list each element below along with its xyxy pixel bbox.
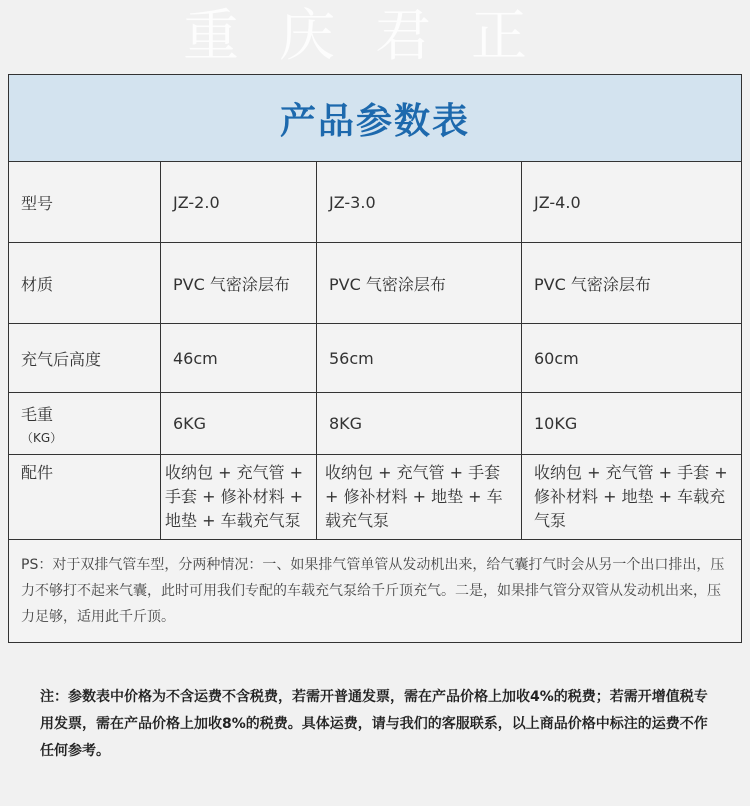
cell: JZ-2.0 (161, 162, 317, 242)
table-row-weight (9, 393, 741, 455)
cell: 收纳包 + 充气管 + 手套 + 修补材料 + 地垫 + 车载充气泵 (534, 463, 728, 530)
table-row-model (9, 162, 741, 243)
cell: 6KG (161, 393, 317, 454)
label-unit: （KG） (21, 430, 63, 445)
cell: JZ-3.0 (317, 162, 522, 242)
watermark: 重庆君正 (183, 4, 567, 69)
cell: PVC 气密涂层布 (161, 243, 317, 323)
cell: 60cm (534, 348, 579, 368)
ps-note: PS：对于双排气管车型，分两种情况：一、如果排气管单管从发动机出来，给气囊打气时会从另一个出口排出，压力不够打不起来气囊，此时可用我们专配的车载充气泵给千斤顶充气。二是，如果排气管分双管从发动机出来，压力足够，适用此千斤顶。 (21, 557, 725, 625)
cell: PVC 气密涂层布 (534, 274, 651, 294)
row-label: 材质 (9, 243, 161, 323)
row-label (9, 393, 161, 454)
cell: 收纳包 + 充气管 + 手套 + 修补材料 + 地垫 + 车载充气泵 (317, 455, 522, 539)
cell: 10KG (534, 414, 578, 433)
table-row-height (9, 324, 741, 393)
cell: PVC 气密涂层布 (317, 243, 522, 323)
price-note: 注：参数表中价格为不含运费不含税费，若需开普通发票，需在产品价格上加收4%的税费；若需开增值税专用发票，需在产品价格上加收8%的税费。具体运费，请与我们的客服联系，以上商品价格中标注的运费不作任何参考。 (40, 689, 708, 759)
label-text: 毛重 (21, 404, 54, 424)
table-row-material (9, 243, 741, 324)
cell: 8KG (317, 393, 522, 454)
cell: 46cm (161, 324, 317, 392)
product-parameter-table (8, 74, 742, 643)
row-label: 充气后高度 (9, 324, 161, 392)
cell: JZ-4.0 (534, 192, 581, 212)
row-label: 配件 (9, 455, 161, 539)
table-row-accessories (9, 455, 741, 540)
cell: 收纳包 + 充气管 + 手套 + 修补材料 + 地垫 + 车载充气泵 (161, 455, 317, 539)
row-label: 型号 (9, 162, 161, 242)
table-title: 产品参数表 (9, 75, 741, 162)
cell: 56cm (317, 324, 522, 392)
